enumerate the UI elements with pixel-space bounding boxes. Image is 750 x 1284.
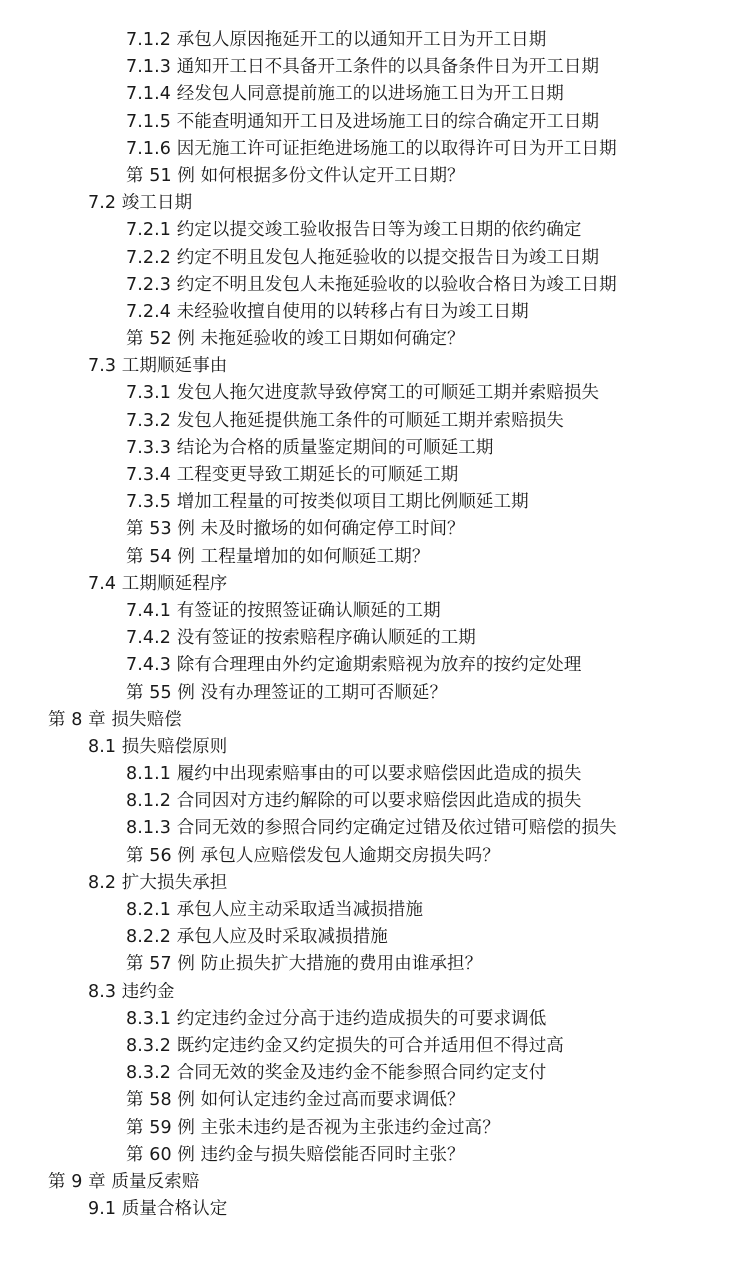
- toc-entry: 8.3.2 既约定违约金又约定损失的可合并适用但不得过高: [126, 1035, 564, 1056]
- toc-section: 7.2 竣工日期: [88, 193, 193, 214]
- toc-entry: 7.1.3 通知开工日不具备开工条件的以具备条件日为开工日期: [126, 57, 600, 78]
- toc-entry: 第 56 例 承包人应赔偿发包人逾期交房损失吗？: [126, 845, 500, 866]
- toc-entry: 7.3.2 发包人拖延提供施工条件的可顺延工期并索赔损失: [126, 410, 564, 431]
- toc-entry: 7.3.1 发包人拖欠进度款导致停窝工的可顺延工期并索赔损失: [126, 383, 600, 404]
- toc-entry: 第 53 例 未及时撤场的如何确定停工时间？: [126, 519, 465, 540]
- toc-entry: 第 59 例 主张未违约是否视为主张违约金过高？: [126, 1117, 500, 1138]
- toc-entry: 8.2.1 承包人应主动采取适当减损措施: [126, 900, 424, 920]
- toc-chapter: 第 8 章 损失赔偿: [48, 709, 182, 730]
- toc-section: 7.4 工期顺延程序: [88, 573, 228, 594]
- toc-entry: 第 52 例 未拖延验收的竣工日期如何确定？: [126, 329, 465, 350]
- toc-entry: 第 54 例 工程量增加的如何顺延工期？: [126, 546, 430, 567]
- toc-chapter: 第 9 章 质量反索赔: [48, 1171, 200, 1192]
- toc-entry: 7.4.2 没有签证的按索赔程序确认顺延的工期: [126, 628, 476, 649]
- toc-entry: 7.1.2 承包人原因拖延开工的以通知开工日为开工日期: [126, 30, 547, 50]
- toc-entry: 7.4.1 有签证的按照签证确认顺延的工期: [126, 600, 441, 621]
- toc-entry: 7.2.4 未经验收擅自使用的以转移占有日为竣工日期: [126, 301, 529, 322]
- toc-entry: 7.1.4 经发包人同意提前施工的以进场施工日为开工日期: [126, 84, 564, 105]
- toc-section: 8.2 扩大损失承担: [88, 872, 228, 893]
- toc-entry: 第 58 例 如何认定违约金过高而要求调低？: [126, 1090, 465, 1111]
- toc-entry: 7.4.3 除有合理理由外约定逾期索赔视为放弃的按约定处理: [126, 655, 582, 676]
- toc-entry: 第 55 例 没有办理签证的工期可否顺延？: [126, 682, 448, 703]
- toc-entry: 第 57 例 防止损失扩大措施的费用由谁承担？: [126, 954, 483, 975]
- toc-entry: 第 51 例 如何根据多份文件认定开工日期？: [126, 165, 465, 186]
- table-of-contents: [0, 27, 750, 1223]
- toc-entry: 8.3.2 合同无效的奖金及违约金不能参照合同约定支付: [126, 1063, 547, 1084]
- toc-entry: 8.1.3 合同无效的参照合同约定确定过错及依过错可赔偿的损失: [126, 818, 617, 839]
- toc-entry: 7.3.5 增加工程量的可按类似项目工期比例顺延工期: [126, 492, 529, 513]
- toc-entry: 8.1.1 履约中出现索赔事由的可以要求赔偿因此造成的损失: [126, 764, 582, 785]
- toc-entry: 8.1.2 合同因对方违约解除的可以要求赔偿因此造成的损失: [126, 791, 582, 812]
- toc-entry: 第 60 例 违约金与损失赔偿能否同时主张？: [126, 1144, 465, 1165]
- toc-entry: 8.3.1 约定违约金过分高于违约造成损失的可要求调低: [126, 1008, 547, 1029]
- toc-entry: 7.1.5 不能查明通知开工日及进场施工日的综合确定开工日期: [126, 111, 600, 132]
- toc-entry: 7.1.6 因无施工许可证拒绝进场施工的以取得许可日为开工日期: [126, 138, 617, 159]
- toc-entry: 7.2.3 约定不明且发包人未拖延验收的以验收合格日为竣工日期: [126, 274, 617, 295]
- toc-section: 8.3 违约金: [88, 981, 175, 1002]
- toc-entry: 7.3.3 结论为合格的质量鉴定期间的可顺延工期: [126, 437, 494, 458]
- toc-section: 8.1 损失赔偿原则: [88, 736, 228, 757]
- toc-entry: 8.2.2 承包人应及时采取减损措施: [126, 927, 388, 948]
- toc-section: 7.3 工期顺延事由: [88, 356, 228, 377]
- toc-entry: 7.2.1 约定以提交竣工验收报告日等为竣工日期的依约确定: [126, 220, 582, 241]
- toc-entry: 7.3.4 工程变更导致工期延长的可顺延工期: [126, 465, 459, 485]
- toc-section: 9.1 质量合格认定: [88, 1199, 228, 1220]
- toc-entry: 7.2.2 约定不明且发包人拖延验收的以提交报告日为竣工日期: [126, 247, 600, 268]
